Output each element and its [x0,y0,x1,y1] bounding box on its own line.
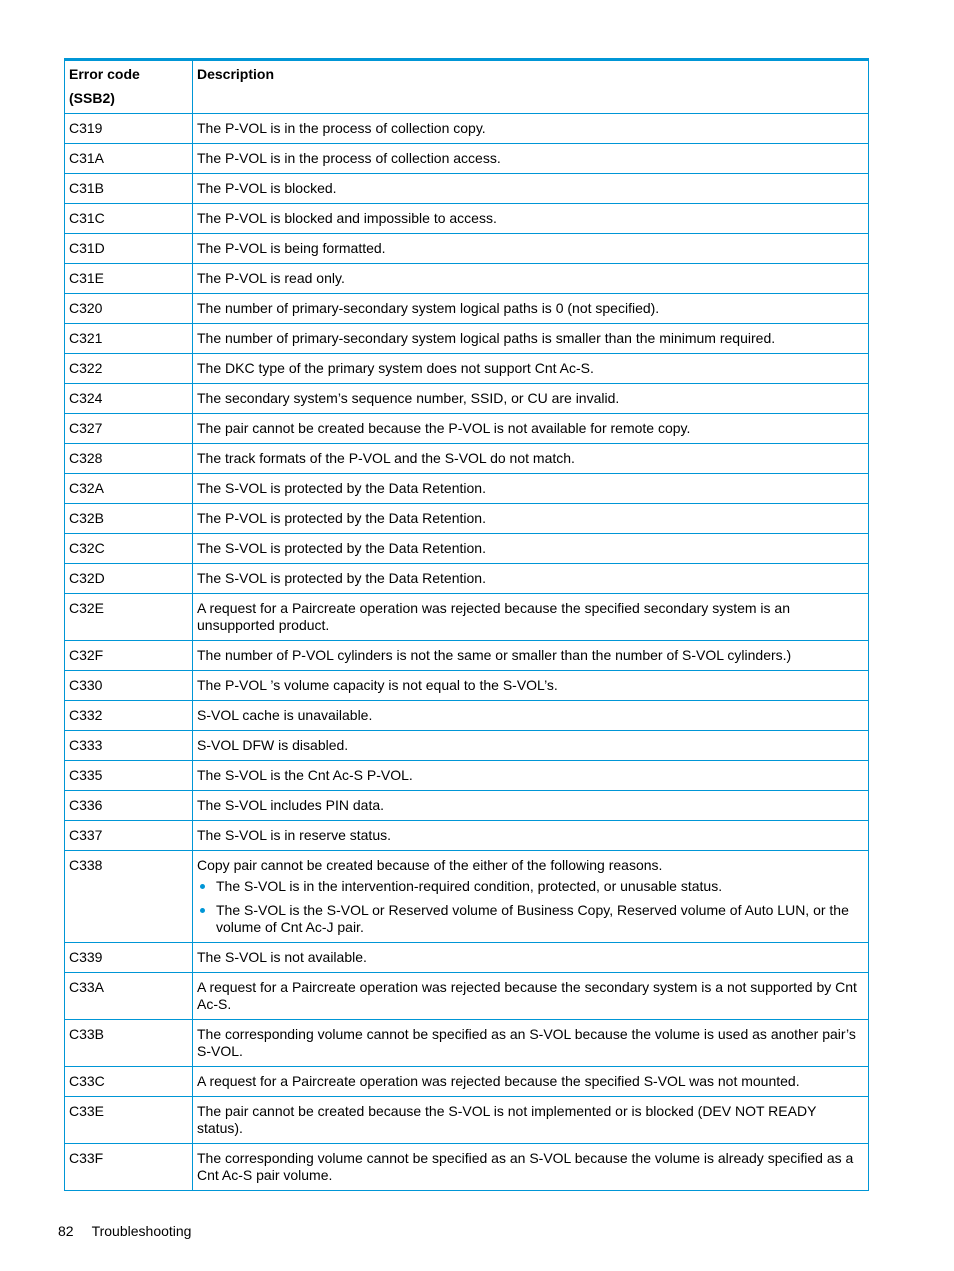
description-cell [193,1067,869,1097]
list-item [216,878,864,895]
description-cell [193,594,869,641]
reason-list [197,878,864,936]
table-row [65,564,869,594]
description-text: The corresponding volume cannot be specified as an S-VOL because the volume is used as another pair’s S-VOL. [197,1026,856,1059]
description-text: The S-VOL is protected by the Data Retention. [197,480,486,496]
description-text: The number of primary-secondary system logical paths is 0 (not specified). [197,300,660,316]
list-item-text: The S-VOL is the S-VOL or Reserved volume of Business Copy, Reserved volume of Auto LUN, or the volume of Cnt Ac-J pair. [216,902,849,935]
list-item-text: The S-VOL is in the intervention-required condition, protected, or unusable status. [216,878,723,894]
description-cell [193,851,869,943]
description-cell [193,701,869,731]
page-footer [58,1222,191,1240]
description-cell [193,354,869,384]
description-text: A request for a Paircreate operation was rejected because the specified secondary system is an unsupported product. [197,600,790,633]
description-text: The P-VOL ’s volume capacity is not equal to the S-VOL’s. [197,677,558,693]
description-cell [193,444,869,474]
table-row [65,504,869,534]
header-error-code-line2: (SSB2) [69,90,115,106]
table-row [65,264,869,294]
table-row [65,821,869,851]
description-text: The number of primary-secondary system logical paths is smaller than the minimum required. [197,330,776,346]
description-cell [193,114,869,144]
error-code-cell: C339 [65,943,193,973]
error-code-cell: C328 [65,444,193,474]
description-text: The secondary system’s sequence number, SSID, or CU are invalid. [197,390,620,406]
table-row [65,354,869,384]
table-row [65,791,869,821]
error-code-cell: C33F [65,1144,193,1191]
description-cell [193,294,869,324]
description-cell [193,504,869,534]
table-row [65,851,869,943]
table-row [65,701,869,731]
description-cell [193,1097,869,1144]
description-text: The S-VOL includes PIN data. [197,797,385,813]
description-text: A request for a Paircreate operation was rejected because the specified S-VOL was not mounted. [197,1073,800,1089]
table-row [65,444,869,474]
description-cell [193,264,869,294]
error-code-cell: C333 [65,731,193,761]
error-code-cell: C327 [65,414,193,444]
table-row [65,1020,869,1067]
error-code-cell: C335 [65,761,193,791]
bullet-dot-icon [200,908,205,913]
bullet-dot-icon [200,884,205,889]
error-code-table-container [64,58,868,1191]
description-text: The track formats of the P-VOL and the S-VOL do not match. [197,450,575,466]
description-cell [193,564,869,594]
table-row [65,641,869,671]
description-cell [193,324,869,354]
table-row [65,384,869,414]
description-cell [193,1020,869,1067]
description-text: The P-VOL is in the process of collection copy. [197,120,486,136]
error-code-cell: C31A [65,144,193,174]
description-text: Copy pair cannot be created because of the either of the following reasons. [197,857,663,873]
error-code-cell: C33B [65,1020,193,1067]
error-code-cell: C321 [65,324,193,354]
footer-section-title: Troubleshooting [91,1223,192,1239]
description-text: The P-VOL is read only. [197,270,345,286]
error-code-cell: C336 [65,791,193,821]
description-cell [193,414,869,444]
description-text: A request for a Paircreate operation was rejected because the secondary system is a not supported by Cnt Ac-S. [197,979,857,1012]
error-code-cell: C32A [65,474,193,504]
description-cell [193,641,869,671]
description-text: The P-VOL is in the process of collection access. [197,150,501,166]
table-row [65,144,869,174]
description-cell [193,791,869,821]
error-code-cell: C320 [65,294,193,324]
description-text: The P-VOL is blocked and impossible to access. [197,210,497,226]
description-cell [193,821,869,851]
description-text: The S-VOL is in reserve status. [197,827,391,843]
table-row [65,204,869,234]
table-row [65,294,869,324]
description-cell [193,474,869,504]
error-code-cell: C330 [65,671,193,701]
table-row [65,1067,869,1097]
table-body [65,114,869,1191]
description-cell [193,731,869,761]
description-text: The S-VOL is protected by the Data Retention. [197,570,486,586]
error-code-cell: C324 [65,384,193,414]
table-row [65,671,869,701]
description-cell [193,761,869,791]
error-code-cell: C338 [65,851,193,943]
table-row [65,731,869,761]
description-text: The P-VOL is being formatted. [197,240,386,256]
table-row [65,114,869,144]
error-code-cell: C32E [65,594,193,641]
header-error-code-line1: Error code [69,66,140,82]
description-text: The pair cannot be created because the S-VOL is not implemented or is blocked (DEV NOT READY status). [197,1103,817,1136]
list-item [216,902,864,936]
description-cell [193,1144,869,1191]
table-row [65,474,869,504]
description-cell [193,174,869,204]
description-cell [193,384,869,414]
table-row [65,1097,869,1144]
table-row [65,761,869,791]
error-code-cell: C32B [65,504,193,534]
error-code-cell: C33A [65,973,193,1020]
description-text: S-VOL DFW is disabled. [197,737,349,753]
description-text: The S-VOL is protected by the Data Retention. [197,540,486,556]
page-number: 82 [58,1223,74,1239]
error-code-cell: C31E [65,264,193,294]
error-code-cell: C332 [65,701,193,731]
error-code-cell: C32C [65,534,193,564]
table-row [65,534,869,564]
description-cell [193,204,869,234]
description-cell [193,943,869,973]
table-row [65,594,869,641]
error-code-cell: C32F [65,641,193,671]
description-text: The P-VOL is blocked. [197,180,337,196]
description-text: The DKC type of the primary system does not support Cnt Ac-S. [197,360,594,376]
header-description: Description [193,60,869,114]
error-code-table [64,58,869,1191]
table-row [65,973,869,1020]
error-code-cell: C322 [65,354,193,384]
description-text: S-VOL cache is unavailable. [197,707,373,723]
description-text: The S-VOL is the Cnt Ac-S P-VOL. [197,767,413,783]
table-row [65,174,869,204]
table-row [65,1144,869,1191]
table-header-row [65,60,869,114]
error-code-cell: C31C [65,204,193,234]
description-cell [193,973,869,1020]
description-cell [193,234,869,264]
table-row [65,234,869,264]
description-cell [193,534,869,564]
description-text: The corresponding volume cannot be specified as an S-VOL because the volume is already specified as a Cnt Ac-S pair volume. [197,1150,854,1183]
description-text: The number of P-VOL cylinders is not the same or smaller than the number of S-VOL cylinders.) [197,647,792,663]
description-cell [193,144,869,174]
table-row [65,414,869,444]
error-code-cell: C31D [65,234,193,264]
description-text: The P-VOL is protected by the Data Retention. [197,510,486,526]
header-error-code [65,60,193,114]
error-code-cell: C33C [65,1067,193,1097]
description-cell [193,671,869,701]
table-row [65,943,869,973]
error-code-cell: C319 [65,114,193,144]
description-text: The S-VOL is not available. [197,949,367,965]
error-code-cell: C33E [65,1097,193,1144]
error-code-cell: C337 [65,821,193,851]
error-code-cell: C31B [65,174,193,204]
description-text: The pair cannot be created because the P-VOL is not available for remote copy. [197,420,691,436]
table-row [65,324,869,354]
error-code-cell: C32D [65,564,193,594]
